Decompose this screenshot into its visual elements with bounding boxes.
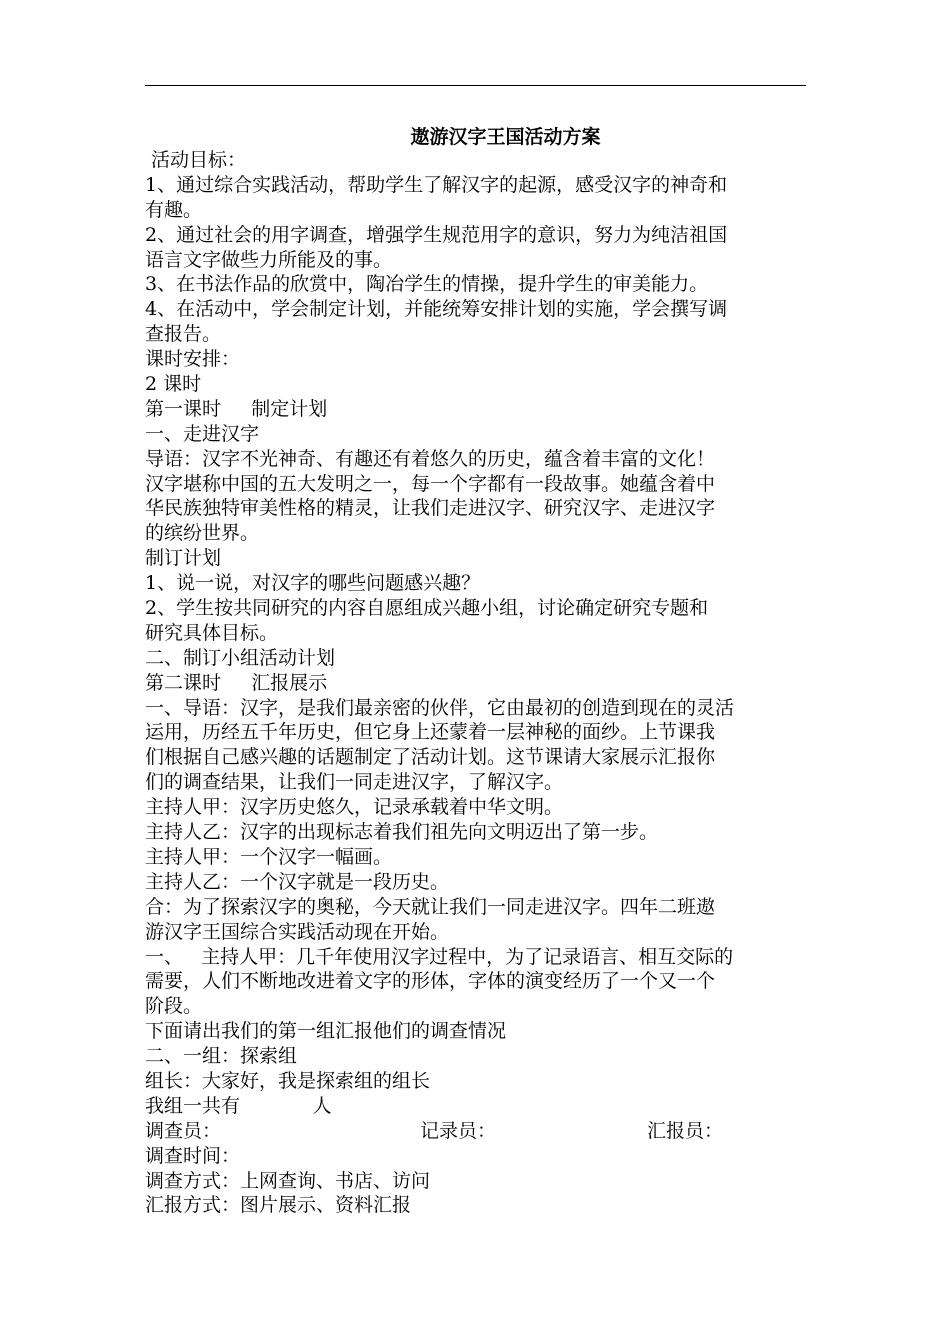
text-line: 2、学生按共同研究的内容自愿组成兴趣小组，讨论确定研究专题和	[145, 597, 709, 620]
reporter-label: 汇报员：	[647, 1119, 724, 1142]
text-line: 有趣。	[145, 198, 203, 221]
text-line: 游汉字王国综合实践活动现在开始。	[145, 920, 450, 943]
recorder-label: 记录员：	[420, 1119, 497, 1142]
text-line: 的缤纷世界。	[145, 522, 260, 545]
text-line: 阶段。	[145, 995, 203, 1018]
text-line: 运用，历经五千年历史，但它身上还蒙着一层神秘的面纱。上节课我	[145, 721, 716, 744]
text-line: 调查方式：上网查询、书店、访问	[145, 1169, 431, 1192]
text-line: 制订计划	[145, 547, 222, 570]
text-line: 第一课时 制定计划	[145, 397, 328, 420]
text-line: 导语：汉字不光神奇、有趣还有着悠久的历史，蕴含着丰富的文化！	[145, 447, 716, 470]
text-line: 3、在书法作品的欣赏中，陶冶学生的情操，提升学生的审美能力。	[145, 273, 709, 296]
text-line: 合：为了探索汉字的奥秘，今天就让我们一同走进汉字。四年二班遨	[145, 895, 716, 918]
text-line: 主持人乙：汉字的出现标志着我们祖先向文明迈出了第一步。	[145, 821, 659, 844]
text-line: 汉字堪称中国的五大发明之一，每一个字都有一段故事。她蕴含着中	[145, 472, 716, 495]
text-line: 研究具体目标。	[145, 621, 279, 644]
text-line: 们的调查结果，让我们一同走进汉字，了解汉字。	[145, 771, 564, 794]
investigator-label: 调查员：	[145, 1119, 222, 1142]
text-line: 主持人甲：一个汉字一幅画。	[145, 845, 393, 868]
header-rule	[145, 85, 806, 86]
text-line: 华民族独特审美性格的精灵，让我们走进汉字、研究汉字、走进汉字	[145, 497, 716, 520]
document-body	[145, 148, 808, 1218]
text-line: 调查时间：	[145, 1144, 241, 1167]
text-line: 查报告。	[145, 323, 222, 346]
text-line: 组长：大家好，我是探索组的组长	[145, 1069, 431, 1092]
text-line: 汇报方式：图片展示、资料汇报	[145, 1194, 412, 1217]
text-line: 课时安排：	[145, 348, 241, 371]
text-line: 活动目标：	[151, 149, 247, 171]
text-line: 一、导语：汉字，是我们最亲密的伙伴，它由最初的创造到现在的灵活	[145, 696, 735, 719]
text-line: 二、制订小组活动计划	[145, 646, 336, 669]
roles-row	[145, 1119, 808, 1144]
text-line: 4、在活动中，学会制定计划，并能统筹安排计划的实施，学会撰写调	[145, 298, 728, 321]
text-line: 一、 主持人甲：几千年使用汉字过程中，为了记录语言、相互交际的	[145, 945, 734, 968]
text-line: 一、走进汉字	[145, 422, 260, 445]
text-line: 主持人乙：一个汉字就是一段历史。	[145, 870, 450, 893]
text-line: 们根据自己感兴趣的话题制定了活动计划。这节课请大家展示汇报你	[145, 746, 716, 769]
text-line: 第二课时 汇报展示	[145, 671, 328, 694]
text-line: 我组一共有 人	[145, 1094, 332, 1117]
text-line: 语言文字做些力所能及的事。	[145, 248, 393, 271]
text-line: 2、通过社会的用字调查，增强学生规范用字的意识，努力为纯洁祖国	[145, 223, 728, 246]
document-title: 遨游汉字王国活动方案	[410, 126, 601, 148]
text-line: 下面请出我们的第一组汇报他们的调查情况	[145, 1020, 507, 1043]
text-line: 二、一组：探索组	[145, 1045, 298, 1068]
text-line: 1、说一说，对汉字的哪些问题感兴趣？	[145, 572, 481, 595]
text-line: 需要，人们不断地改进着文字的形体，字体的演变经历了一个又一个	[145, 970, 716, 993]
text-line: 2 课时	[145, 373, 202, 396]
text-line: 主持人甲：汉字历史悠久，记录承载着中华文明。	[145, 796, 564, 819]
text-line: 1、通过综合实践活动，帮助学生了解汉字的起源，感受汉字的神奇和	[145, 173, 728, 196]
